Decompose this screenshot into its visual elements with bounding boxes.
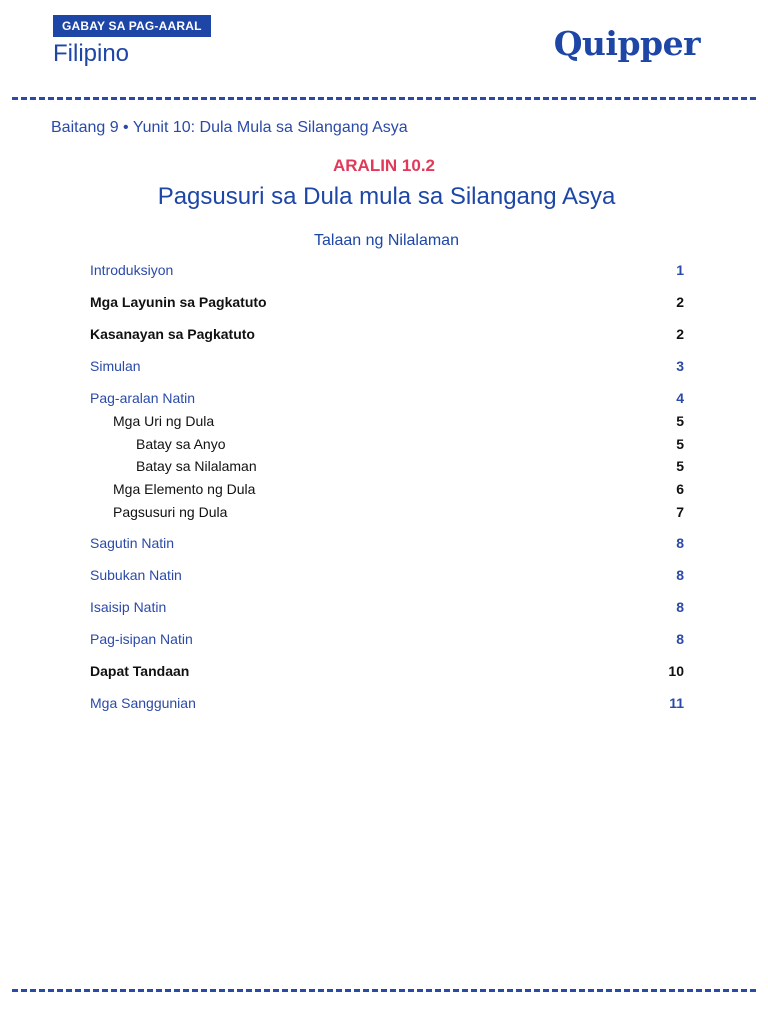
toc-item-pag-aralan-natin[interactable] [90,388,684,408]
top-dashed-divider [12,97,756,100]
toc-item-page: 11 [669,695,684,711]
toc-item-label: Isaisip Natin [90,599,167,615]
toc-item-label: Dapat Tandaan [90,663,190,679]
quipper-logo: Quipper [553,24,700,63]
toc-item-page: 8 [676,535,684,551]
toc-item-dapat-tandaan [90,661,684,681]
study-guide-badge: GABAY SA PAG-AARAL [53,15,211,37]
bottom-dashed-divider [12,989,756,992]
toc-item-label: Mga Elemento ng Dula [113,481,256,497]
toc-item-mga-layunin [90,292,684,312]
toc-item-page: 5 [676,436,684,452]
toc-item-kasanayan [90,324,684,344]
toc-item-isaisip-natin[interactable] [90,597,684,617]
toc-item-page: 4 [676,390,684,406]
toc-item-page: 8 [676,567,684,583]
toc-item-label: Kasanayan sa Pagkatuto [90,326,255,342]
toc-item-introduksiyon[interactable] [90,260,684,280]
toc-item-label: Pag-aralan Natin [90,390,196,406]
toc-item-label: Subukan Natin [90,567,182,583]
toc-item-page: 7 [676,504,684,520]
toc-item-label: Sagutin Natin [90,535,175,551]
toc-item-page: 3 [676,358,684,374]
toc-item-label: Mga Sanggunian [90,695,196,711]
toc-item-page: 2 [676,294,684,310]
lesson-label: ARALIN 10.2 [332,156,436,175]
toc-item-label: Batay sa Nilalaman [136,458,257,474]
toc-item-label: Simulan [90,358,141,374]
toc-item-label: Mga Layunin sa Pagkatuto [90,294,267,310]
toc-item-page: 1 [676,262,684,278]
toc-item-subukan-natin[interactable] [90,565,684,585]
toc-item-pagsusuri-ng-dula [90,502,684,522]
toc-item-page: 5 [676,458,684,474]
toc-title: Talaan ng Nilalaman [314,232,459,249]
toc-item-mga-uri-ng-dula [90,411,684,431]
toc-item-page: 2 [676,326,684,342]
toc-item-mga-elemento [90,479,684,499]
toc-item-simulan[interactable] [90,356,684,376]
toc-item-page: 5 [676,413,684,429]
toc-item-label: Mga Uri ng Dula [113,413,215,429]
subject-title: Filipino [53,40,130,67]
toc-item-label: Batay sa Anyo [136,436,226,452]
toc-item-batay-sa-nilalaman [90,456,684,476]
toc-item-label: Introduksiyon [90,262,174,278]
toc-item-batay-sa-anyo [90,434,684,454]
toc-item-page: 6 [676,481,684,497]
toc-item-label: Pag-isipan Natin [90,631,193,647]
breadcrumb: Baitang 9 • Yunit 10: Dula Mula sa Silangang Asya [51,119,408,136]
toc-item-page: 8 [676,631,684,647]
toc-item-label: Pagsusuri ng Dula [113,504,228,520]
page-title: Pagsusuri sa Dula mula sa Silangang Asya [157,183,616,210]
toc-item-page: 8 [676,599,684,615]
toc-item-sagutin-natin[interactable] [90,533,684,553]
toc-item-pag-isipan-natin[interactable] [90,629,684,649]
toc-item-mga-sanggunian[interactable] [90,693,684,713]
toc-item-page: 10 [668,663,684,679]
